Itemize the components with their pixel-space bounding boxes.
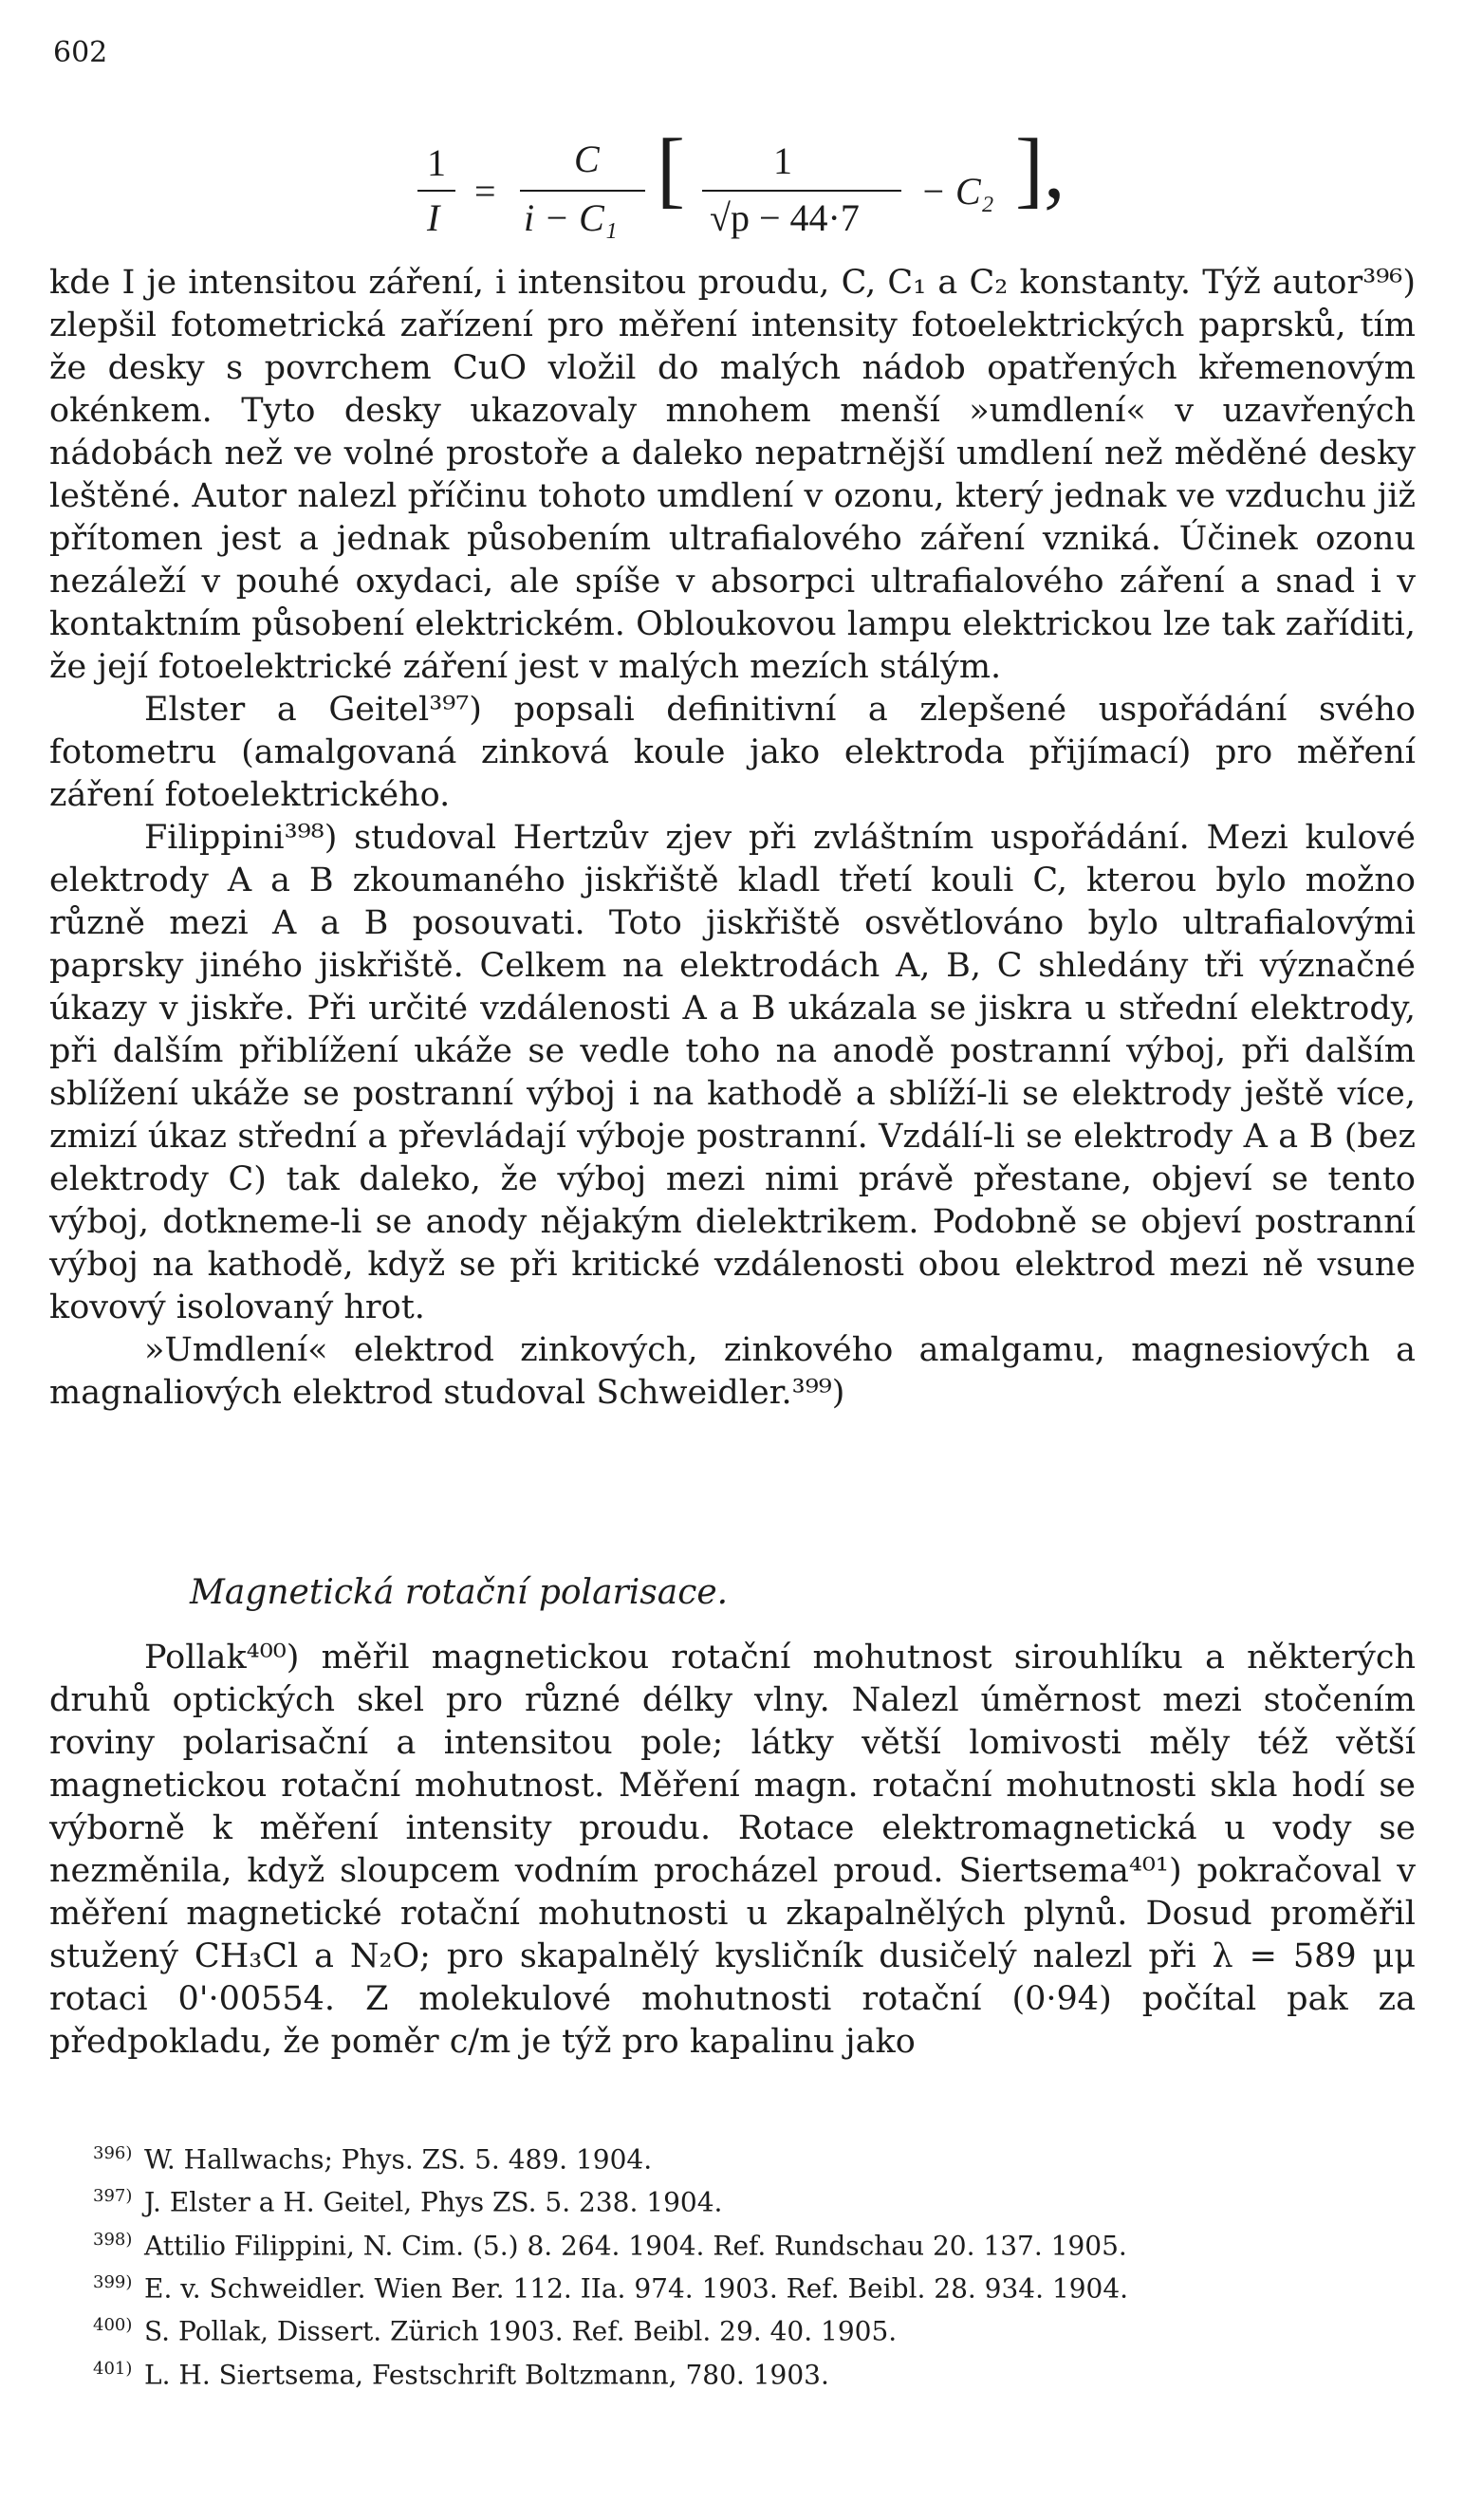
- body-section-1: [49, 262, 1416, 1415]
- section-heading: Magnetická rotační polarisace.: [190, 1573, 729, 1612]
- formula-left-bracket: [: [657, 122, 685, 216]
- body-section-2: [49, 1637, 1416, 2064]
- footnote-number: 398): [93, 2229, 133, 2250]
- footnote: [49, 2177, 1416, 2220]
- formula-c-bar: [520, 190, 645, 192]
- footnote-text: Attilio Filippini, N. Cim. (5.) 8. 264. 1904. Ref. Rundschau 20. 137. 1905.: [144, 2229, 1127, 2261]
- formula-c-denominator: i − C₁: [524, 196, 618, 239]
- footnote-text: L. H. Siertsema, Festschrift Boltzmann, 780. 1903.: [144, 2358, 829, 2390]
- formula-inner-denominator: √p − 44·7: [710, 196, 860, 239]
- paragraph-pollak: Pollak⁴⁰⁰) měřil magnetickou rotační mohutnost sirouhlíku a některých druhů optických skel pro různé délky vlny. Nalezl úměrnost mezi stočením roviny polarisační a intensitou pole; látky větší lomivosti měly též větší magnetickou rotační mohutnost. Měření magn. rotační mohutnosti skla hodí se výborně k měření intensity proudu. Rotace elektromagnetická u vody se nezměnila, když sloupcem vodním procházel proud. Siertsema⁴⁰¹) pokračoval v měření magnetické rotační mohutnosti u zkapalnělých plynů. Dosud proměřil stužený CH₃Cl a N₂O; pro skapalnělý kysličník dusičelý nalezl při λ = 589 μμ rotaci 0'·00554. Z molekulové mohutnosti rotační (0·94) počítal pak za předpokladu, že poměr c/m je týž pro kapalinu jako: [49, 1639, 1416, 2061]
- formula-tail: − C₂: [920, 170, 994, 213]
- footnotes: [49, 2135, 1416, 2393]
- formula-lhs-numerator: 1: [427, 141, 446, 184]
- footnote-number: 396): [93, 2143, 133, 2163]
- paragraph-elster-geitel: Elster a Geitel³⁹⁷) popsali definitivní a zlepšené uspořádání svého fotometru (amalgovaná zinková koule jako elektroda přijímací) pro měření záření fotoelektrického.: [49, 691, 1416, 814]
- footnote-number: 401): [93, 2358, 133, 2379]
- footnote: [49, 2350, 1416, 2393]
- paragraph-1: kde I je intensitou záření, i intensitou proudu, C, C₁ a C₂ konstanty. Týž autor³⁹⁶) zlepšil fotometrická zařízení pro měření intensity fotoelektrických paprsků, tím že desky s povrchem CuO vložil do malých nádob opatřených křemenovým okénkem. Tyto desky ukazovaly mnohem menší »umdlení« v uzavřených nádobách než ve volné prostoře a daleko nepatrnější umdlení než měděné desky leštěné. Autor nalezl příčinu tohoto umdlení v ozonu, který jednak ve vzduchu již přítomen jest a jednak působením ultrafialového záření vzniká. Účinek ozonu nezáleží v pouhé oxydaci, ale spíše v absorpci ultrafialového záření a snad i v kontaktním působení elektrickém. Obloukovou lampu elektrickou lze tak zaříditi, že její fotoelektrické záření jest v malých mezích stálým.: [49, 264, 1416, 686]
- footnote: [49, 2264, 1416, 2307]
- footnote-number: 397): [93, 2186, 133, 2207]
- footnote-text: W. Hallwachs; Phys. ZS. 5. 489. 1904.: [144, 2143, 653, 2176]
- footnote: [49, 2135, 1416, 2177]
- footnote-text: S. Pollak, Dissert. Zürich 1903. Ref. Beibl. 29. 40. 1905.: [144, 2315, 898, 2347]
- formula-inner-numerator: 1: [773, 139, 792, 182]
- formula-right-bracket: ],: [1015, 122, 1066, 216]
- formula-lhs-denominator: I: [427, 196, 440, 239]
- footnote: [49, 2221, 1416, 2264]
- formula-lhs-bar: [417, 190, 455, 192]
- paragraph-schweidler: »Umdlení« elektrod zinkových, zinkového amalgamu, magnesiových a magnaliových elektrod studoval Schweidler.³⁹⁹): [49, 1331, 1416, 1412]
- footnote-text: J. Elster a H. Geitel, Phys ZS. 5. 238. 1904.: [144, 2186, 723, 2218]
- footnote-number: 400): [93, 2315, 133, 2336]
- footnote-text: E. v. Schweidler. Wien Ber. 112. IIa. 974. 1903. Ref. Beibl. 28. 934. 1904.: [144, 2272, 1129, 2305]
- formula-c-numerator: C: [574, 138, 600, 180]
- footnote: [49, 2307, 1416, 2349]
- footnote-number: 399): [93, 2271, 133, 2292]
- intensity-formula: [408, 123, 1091, 266]
- paragraph-filippini: Filippini³⁹⁸) studoval Hertzův zjev při zvláštním uspořádání. Mezi kulové elektrody A a B zkoumaného jiskřiště kladl třetí kouli C, kterou bylo možno různě mezi A a B posouvati. Toto jiskřiště osvětlováno bylo ultrafialovými paprsky jiného jiskřiště. Celkem na elektrodách A, B, C shledány tři význačné úkazy v jiskře. Při určité vzdálenosti A a B ukázala se jiskra u střední elektrody, při dalším přiblížení ukáže se vedle toho na anodě postranní výboj, při dalším sblížení ukáže se postranní výboj i na kathodě a sblíží-li se elektrody ještě více, zmizí úkaz střední a převládají výboje postranní. Vzdálí-li se elektrody A a B (bez elektrody C) tak daleko, že výboj mezi nimi právě přestane, objeví se tento výboj, dotkneme-li se anody nějakým dielektrikem. Podobně se objeví postranní výboj na kathodě, když se při kritické vzdálenosti obou elektrod mezi ně vsune kovový isolovaný hrot.: [49, 819, 1416, 1326]
- formula-equals: =: [474, 170, 496, 213]
- page-number: 602: [53, 36, 108, 69]
- formula-inner-bar: [702, 190, 901, 192]
